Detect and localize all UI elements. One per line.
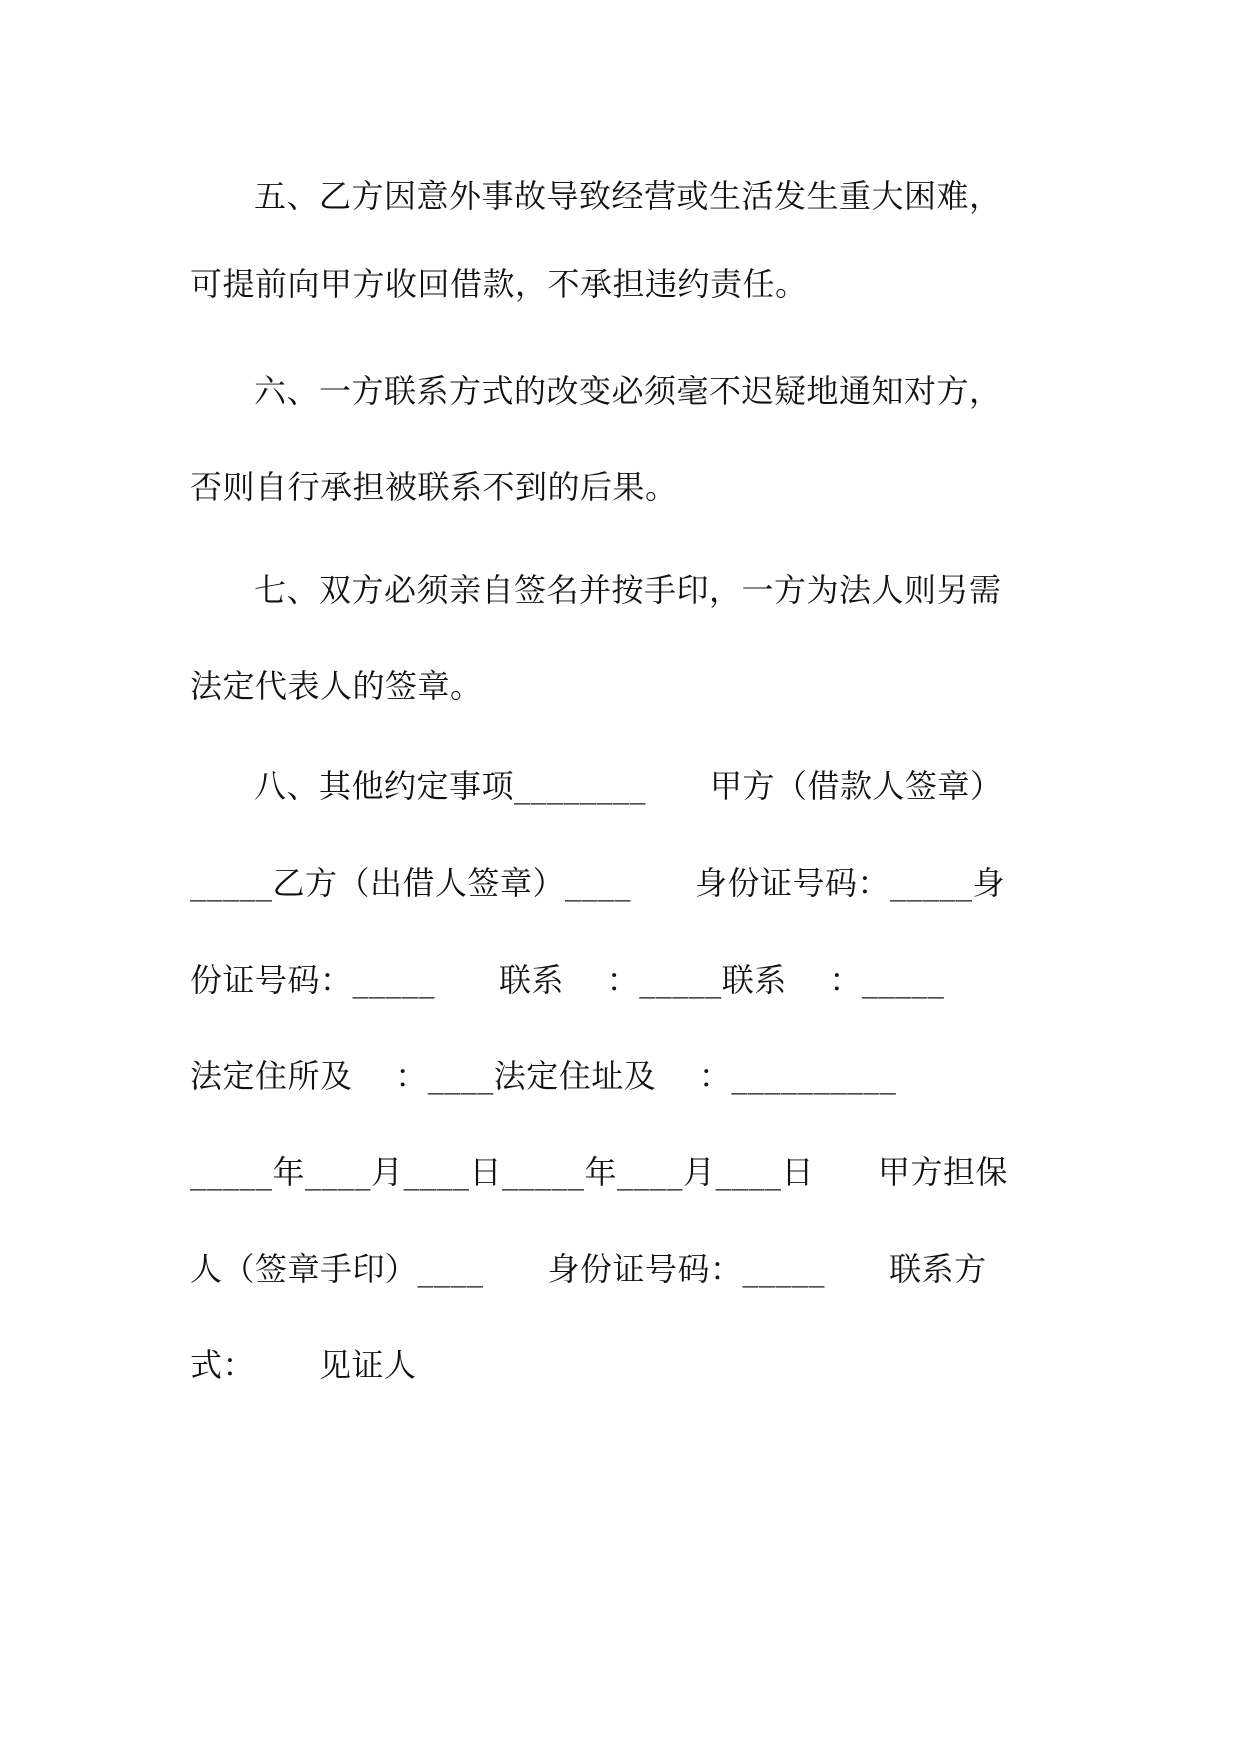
clause-8-line-1: 八、其他约定事项________ 甲方（借款人签章） — [254, 767, 1003, 805]
clause-5-line-1: 五、乙方因意外事故导致经营或生活发生重大困难， — [254, 177, 1002, 215]
date-line: _____年____月____日_____年____月____日 甲方担保 — [190, 1153, 1009, 1191]
clause-6-line-1: 六、一方联系方式的改变必须毫不迟疑地通知对方， — [254, 372, 1002, 410]
clause-6-line-2: 否则自行承担被联系不到的后果。 — [190, 468, 678, 506]
clause-5-line-2: 可提前向甲方收回借款，不承担违约责任。 — [190, 265, 808, 303]
signature-line-3: 法定住所及 ：____法定住址及 ：__________ — [190, 1057, 897, 1095]
witness-line: 式： 见证人 — [190, 1346, 417, 1384]
signature-line-1: _____乙方（出借人签章）____ 身份证号码：_____身 — [190, 864, 1006, 902]
clause-7-line-2: 法定代表人的签章。 — [190, 667, 483, 705]
clause-7-line-1: 七、双方必须亲自签名并按手印，一方为法人则另需 — [254, 571, 1002, 609]
signature-line-2: 份证号码：_____ 联系 ：_____联系 ：_____ — [190, 961, 945, 999]
guarantor-line: 人（签章手印）____ 身份证号码：_____ 联系方 — [190, 1250, 987, 1288]
